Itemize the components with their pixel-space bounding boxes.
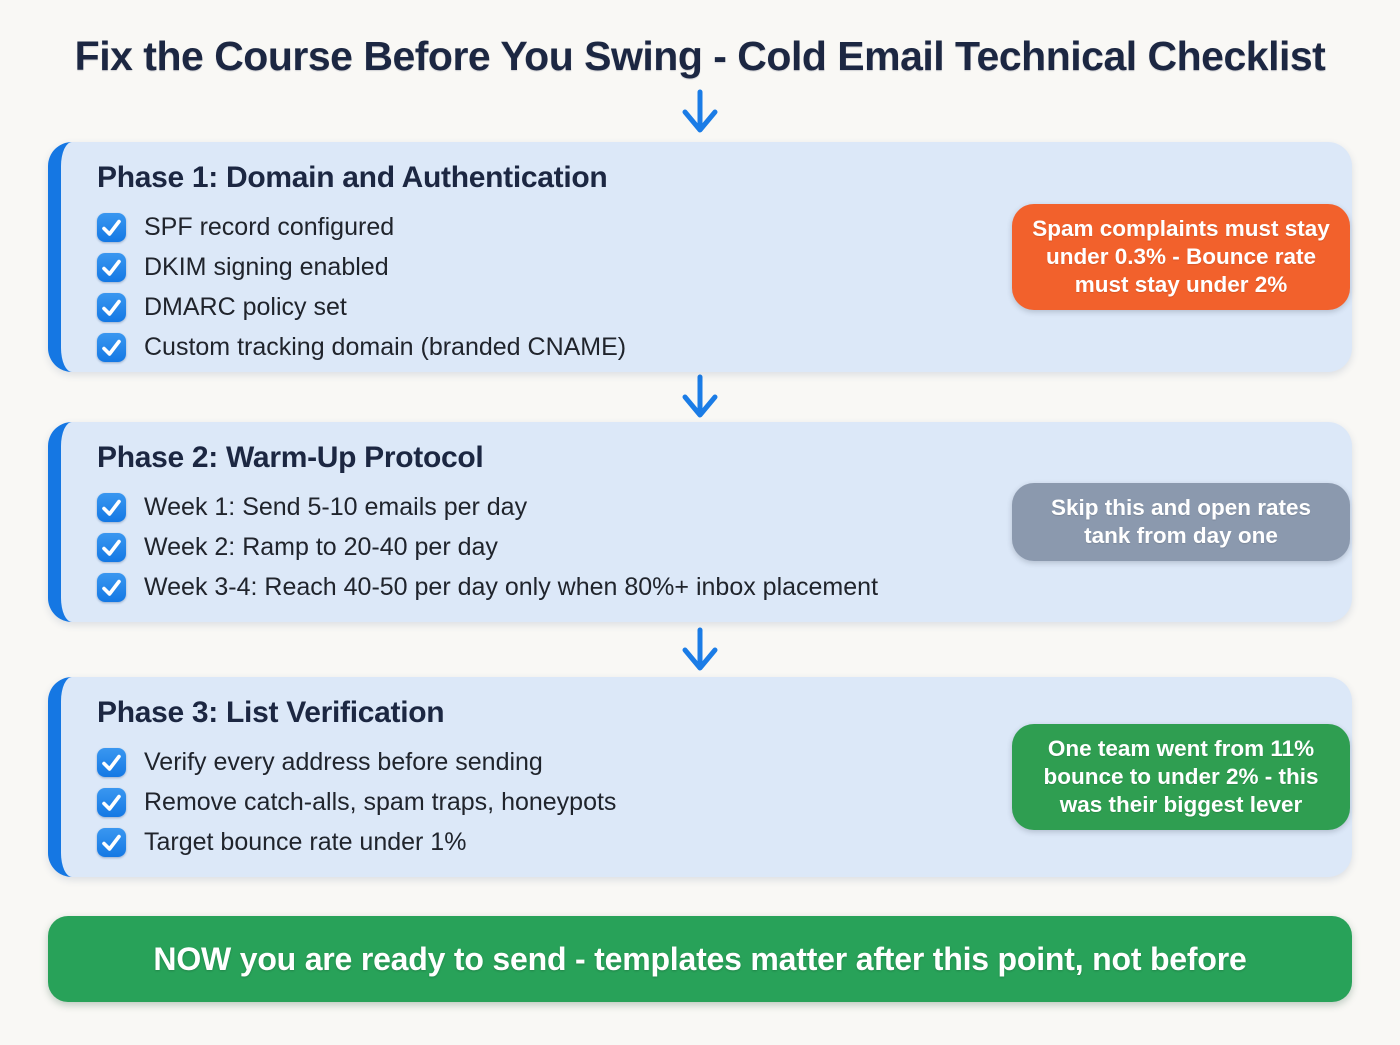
final-banner: NOW you are ready to send - templates matter after this point, not before — [48, 916, 1352, 1002]
item-label: Verify every address before sending — [144, 748, 543, 776]
down-arrow-icon — [678, 89, 722, 135]
checkbox-icon[interactable] — [97, 748, 126, 777]
down-arrow-icon — [678, 374, 722, 420]
checkbox-icon[interactable] — [97, 533, 126, 562]
item-label: Target bounce rate under 1% — [144, 828, 467, 856]
item-label: Week 2: Ramp to 20-40 per day — [144, 533, 498, 561]
checklist-item — [97, 327, 1328, 367]
item-label: Week 3-4: Reach 40-50 per day only when 80%+ inbox placement — [144, 573, 879, 601]
flow-connector — [0, 82, 1400, 142]
phase-2-box — [48, 422, 1352, 622]
checkbox-icon[interactable] — [97, 293, 126, 322]
callout-note: Spam complaints must stay under 0.3% - Bounce rate must stay under 2% — [1012, 204, 1350, 310]
checkbox-icon[interactable] — [97, 493, 126, 522]
phase-heading: Phase 3: List Verification — [97, 696, 445, 729]
item-label: Remove catch-alls, spam traps, honeypots — [144, 788, 617, 816]
item-label: DKIM signing enabled — [144, 253, 389, 281]
phase-heading: Phase 2: Warm-Up Protocol — [97, 441, 484, 474]
phase-1-box — [48, 142, 1352, 372]
callout-note: Skip this and open rates tank from day one — [1012, 483, 1350, 561]
checkbox-icon[interactable] — [97, 573, 126, 602]
page-title: Fix the Course Before You Swing - Cold Email Technical Checklist — [74, 33, 1326, 79]
phase-3-box — [48, 677, 1352, 877]
checkbox-icon[interactable] — [97, 333, 126, 362]
checkbox-icon[interactable] — [97, 828, 126, 857]
callout-note: One team went from 11% bounce to under 2% - this was their biggest lever — [1012, 724, 1350, 830]
checkbox-icon[interactable] — [97, 213, 126, 242]
item-label: Custom tracking domain (branded CNAME) — [144, 333, 627, 361]
flow-connector — [0, 372, 1400, 422]
checklist-item — [97, 567, 1328, 607]
item-label: DMARC policy set — [144, 293, 347, 321]
flow-connector — [0, 622, 1400, 677]
item-label: SPF record configured — [144, 213, 395, 241]
phase-heading: Phase 1: Domain and Authentication — [97, 161, 608, 194]
item-label: Week 1: Send 5-10 emails per day — [144, 493, 528, 521]
down-arrow-icon — [678, 627, 722, 673]
checkbox-icon[interactable] — [97, 253, 126, 282]
checkbox-icon[interactable] — [97, 788, 126, 817]
